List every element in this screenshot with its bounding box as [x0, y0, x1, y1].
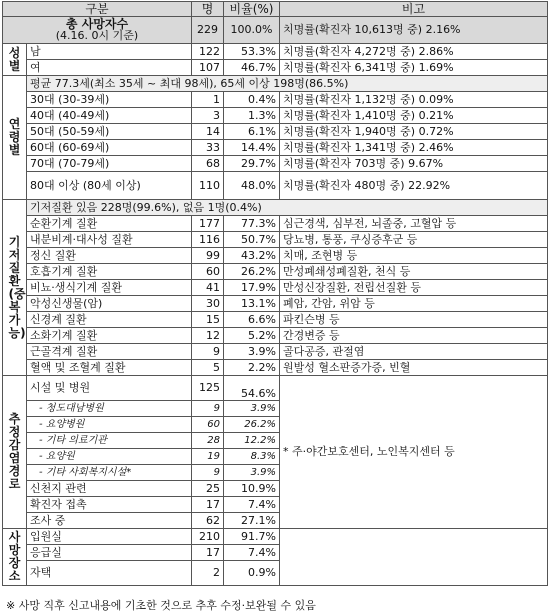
disease-ratio: 6.6%: [224, 312, 280, 328]
route-count: 17: [192, 497, 224, 513]
route-sub-count: 28: [192, 433, 224, 449]
disease-row: [3, 248, 548, 264]
sex-name: 여: [27, 60, 192, 76]
disease-ratio: 13.1%: [224, 296, 280, 312]
disease-name: 소화기계 질환: [27, 328, 192, 344]
route-name: 확진자 접촉: [27, 497, 192, 513]
age-ratio: 14.4%: [224, 140, 280, 156]
sex-ratio: 46.7%: [224, 60, 280, 76]
place-name: 응급실: [27, 545, 192, 561]
route-ratio: 7.4%: [224, 497, 280, 513]
route-name: 신천지 관련: [27, 481, 192, 497]
disease-note: 골다공증, 관절염: [280, 344, 548, 360]
place-name: 자택: [27, 561, 192, 586]
disease-row: [3, 328, 548, 344]
route-sub-count: 9: [192, 465, 224, 481]
place-count: 17: [192, 545, 224, 561]
disease-note: 만성신장질환, 전립선질환 등: [280, 280, 548, 296]
age-count: 68: [192, 156, 224, 172]
route-facility-count: 125: [192, 376, 224, 401]
route-sub-ratio: 3.9%: [224, 465, 280, 481]
disease-count: 116: [192, 232, 224, 248]
route-sub-name: - 기타 사회복지시설*: [27, 465, 192, 481]
disease-row: [3, 360, 548, 376]
disease-ratio: 26.2%: [224, 264, 280, 280]
total-row: [3, 17, 548, 44]
age-ratio: 29.7%: [224, 156, 280, 172]
age-name: 60대 (60-69세): [27, 140, 192, 156]
age-row: [3, 124, 548, 140]
header-count: 명: [192, 2, 224, 17]
age-count: 110: [192, 172, 224, 200]
disease-name: 내분비계·대사성 질환: [27, 232, 192, 248]
sex-name: 남: [27, 44, 192, 60]
age-row: [3, 172, 548, 200]
age-count: 1: [192, 92, 224, 108]
age-count: 33: [192, 140, 224, 156]
route-facility-ratio: 54.6%: [224, 376, 280, 401]
total-label-cell: [3, 17, 192, 44]
disease-name: 호흡기계 질환: [27, 264, 192, 280]
route-sub-name: - 요양원: [27, 449, 192, 465]
disease-count: 60: [192, 264, 224, 280]
age-section-label: 연령별: [3, 76, 27, 200]
disease-row: [3, 232, 548, 248]
age-ratio: 0.4%: [224, 92, 280, 108]
disease-count: 12: [192, 328, 224, 344]
age-row: [3, 156, 548, 172]
route-sub-ratio: 8.3%: [224, 449, 280, 465]
disease-note: 폐암, 간암, 위암 등: [280, 296, 548, 312]
disease-row: [3, 280, 548, 296]
route-ratio: 10.9%: [224, 481, 280, 497]
route-facility-name: 시설 및 병원: [27, 376, 192, 401]
disease-ratio: 43.2%: [224, 248, 280, 264]
place-count: 2: [192, 561, 224, 586]
route-sub-count: 9: [192, 401, 224, 417]
age-ratio: 48.0%: [224, 172, 280, 200]
age-note: 치명률(확진자 1,940명 중) 0.72%: [280, 124, 548, 140]
disease-name: 신경계 질환: [27, 312, 192, 328]
place-row: [3, 529, 548, 545]
age-note: 치명률(확진자 480명 중) 22.92%: [280, 172, 548, 200]
route-count: 25: [192, 481, 224, 497]
disease-name: 악성신생물(암): [27, 296, 192, 312]
disease-count: 99: [192, 248, 224, 264]
place-name: 입원실: [27, 529, 192, 545]
age-name: 80대 이상 (80세 이상): [27, 172, 192, 200]
age-name: 70대 (70-79세): [27, 156, 192, 172]
route-sub-name: - 기타 의료기관: [27, 433, 192, 449]
death-statistics-table: [2, 1, 548, 586]
place-ratio: 0.9%: [224, 561, 280, 586]
disease-note: 당뇨병, 통풍, 쿠싱증후군 등: [280, 232, 548, 248]
header-row: [3, 2, 548, 17]
disease-ratio: 3.9%: [224, 344, 280, 360]
header-note: 비고: [280, 2, 548, 17]
age-row: [3, 92, 548, 108]
disease-name: 비뇨·생식기계 질환: [27, 280, 192, 296]
disease-name: 근골격계 질환: [27, 344, 192, 360]
age-ratio: 1.3%: [224, 108, 280, 124]
disease-ratio: 5.2%: [224, 328, 280, 344]
disease-count: 41: [192, 280, 224, 296]
total-note: 치명률(확진자 10,613명 중) 2.16%: [280, 17, 548, 44]
disease-summary: 기저질환 있음 228명(99.6%), 없음 1명(0.4%): [27, 200, 548, 216]
route-sub-ratio: 12.2%: [224, 433, 280, 449]
total-label: 총 사망자수: [65, 17, 129, 31]
age-ratio: 6.1%: [224, 124, 280, 140]
place-note-empty: [280, 529, 548, 586]
disease-name: 정신 질환: [27, 248, 192, 264]
sex-note: 치명률(확진자 4,272명 중) 2.86%: [280, 44, 548, 60]
place-section-label: 사망장소: [3, 529, 27, 586]
disease-ratio: 77.3%: [224, 216, 280, 232]
disease-summary-row: [3, 200, 548, 216]
sex-ratio: 53.3%: [224, 44, 280, 60]
total-sub-label: (4.16. 0시 기준): [55, 29, 139, 42]
route-note-cell: [280, 376, 548, 529]
age-summary: 평균 77.3세(최소 35세 ~ 최대 98세), 65세 이상 198명(86.5%): [27, 76, 548, 92]
total-count: 229: [192, 17, 224, 44]
disease-note: 만성폐쇄성폐질환, 천식 등: [280, 264, 548, 280]
disease-row: [3, 216, 548, 232]
disease-count: 177: [192, 216, 224, 232]
sex-row: [3, 44, 548, 60]
route-count: 62: [192, 513, 224, 529]
sex-count: 122: [192, 44, 224, 60]
header-ratio: 비율(%): [224, 2, 280, 17]
disease-row: [3, 264, 548, 280]
total-ratio: 100.0%: [224, 17, 280, 44]
header-category: 구분: [3, 2, 192, 17]
footnote: ※ 사망 직후 신고내용에 기초한 것으로 추후 수정·보완될 수 있음: [6, 599, 316, 612]
disease-name: 혈액 및 조혈계 질환: [27, 360, 192, 376]
disease-section-label: 기저질환(중복가능): [3, 200, 27, 376]
age-row: [3, 108, 548, 124]
place-ratio: 91.7%: [224, 529, 280, 545]
age-name: 30대 (30-39세): [27, 92, 192, 108]
route-facility-row: [3, 376, 548, 401]
age-note: 치명률(확진자 1,132명 중) 0.09%: [280, 92, 548, 108]
route-sub-name: - 요양병원: [27, 417, 192, 433]
age-name: 40대 (40-49세): [27, 108, 192, 124]
disease-note: 파킨슨병 등: [280, 312, 548, 328]
disease-ratio: 17.9%: [224, 280, 280, 296]
disease-note: 간경변증 등: [280, 328, 548, 344]
age-note: 치명률(확진자 703명 중) 9.67%: [280, 156, 548, 172]
age-count: 14: [192, 124, 224, 140]
disease-row: [3, 296, 548, 312]
disease-row: [3, 312, 548, 328]
disease-count: 5: [192, 360, 224, 376]
route-sub-count: 19: [192, 449, 224, 465]
age-row: [3, 140, 548, 156]
place-count: 210: [192, 529, 224, 545]
age-count: 3: [192, 108, 224, 124]
age-note: 치명률(확진자 1,410명 중) 0.21%: [280, 108, 548, 124]
age-note: 치명률(확진자 1,341명 중) 2.46%: [280, 140, 548, 156]
disease-note: 치매, 조현병 등: [280, 248, 548, 264]
route-name: 조사 중: [27, 513, 192, 529]
sex-row: [3, 60, 548, 76]
age-summary-row: [3, 76, 548, 92]
disease-count: 30: [192, 296, 224, 312]
disease-name: 순환기계 질환: [27, 216, 192, 232]
route-sub-count: 60: [192, 417, 224, 433]
age-name: 50대 (50-59세): [27, 124, 192, 140]
route-sub-ratio: 3.9%: [224, 401, 280, 417]
sex-section-label: 성별: [3, 44, 27, 76]
disease-count: 15: [192, 312, 224, 328]
disease-note: 원발성 혈소판증가증, 빈혈: [280, 360, 548, 376]
disease-ratio: 50.7%: [224, 232, 280, 248]
route-sub-name: - 청도대남병원: [27, 401, 192, 417]
disease-note: 심근경색, 심부전, 뇌졸중, 고혈압 등: [280, 216, 548, 232]
disease-ratio: 2.2%: [224, 360, 280, 376]
sex-count: 107: [192, 60, 224, 76]
route-ratio: 27.1%: [224, 513, 280, 529]
route-note: * 주·야간보호센터, 노인복지센터 등: [283, 445, 455, 458]
route-section-label: 추정감염경로: [3, 376, 27, 529]
disease-row: [3, 344, 548, 360]
sex-note: 치명률(확진자 6,341명 중) 1.69%: [280, 60, 548, 76]
place-ratio: 7.4%: [224, 545, 280, 561]
route-sub-ratio: 26.2%: [224, 417, 280, 433]
disease-count: 9: [192, 344, 224, 360]
